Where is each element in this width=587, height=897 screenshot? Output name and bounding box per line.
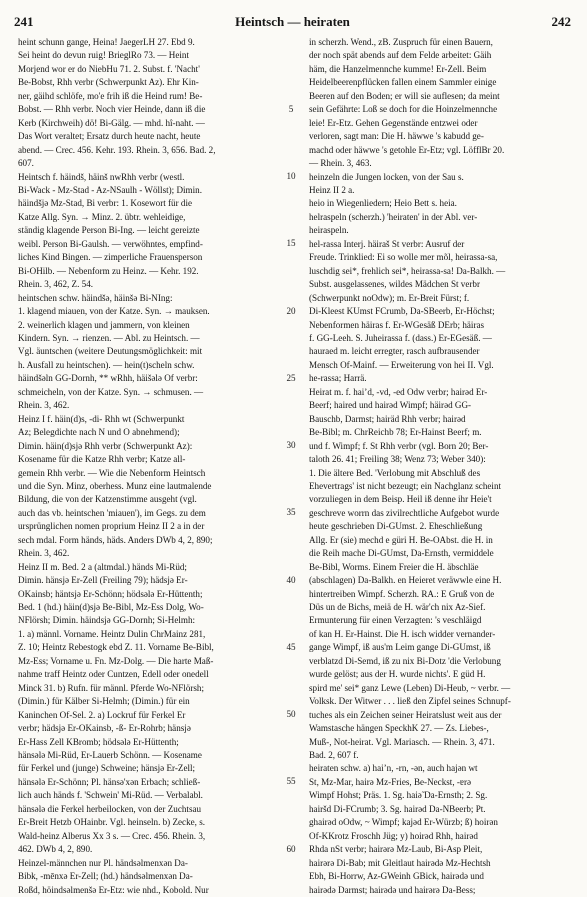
- text-line: Freude. Trinklied: Ei so wolle mer mõl, heirassa-sa,: [309, 252, 498, 263]
- text-line: häindšəln GG-Dornh, ** wRhh, häišələ Of verbr:: [18, 373, 198, 384]
- text-line: schmeicheln, von der Katze. Syn. → schmusen. —: [18, 386, 204, 397]
- text-line: Heirat m. f. haiʼd, -vd, -ed Odw verbr; hairəd Er-: [309, 386, 488, 397]
- text-line: in scherzh. Wend., zB. Zuspruch für einen Bauern,: [309, 37, 493, 47]
- text-line: hänsələ Mi-Rüd, Er-Lauerb Schönn. — Kosename: [18, 750, 202, 761]
- text-line: heiraspeln.: [309, 225, 349, 236]
- text-line: Rhein. 3, 462, Z. 54.: [18, 279, 94, 290]
- text-line: helraspeln (scherzh.) 'heiraten' in der Abl. ver-: [309, 211, 478, 222]
- text-line: Ermunterung für einen Verzagten: 's veschläigd: [309, 615, 482, 626]
- left-column: [18, 36, 276, 895]
- text-line: vorzuliegen in dem Beisp. Heil iß denne ihr Heie't: [309, 494, 492, 505]
- line-number: 10: [286, 171, 296, 182]
- text-line: Bauschb, Darmst; hairäd Rhh verbr; hairəd: [309, 413, 466, 424]
- text-line: 607.: [18, 158, 34, 169]
- text-line: für Ferkel und (junge) Schweine; hänsjə Er-Zell;: [18, 763, 196, 774]
- page-number-right: 242: [551, 14, 571, 29]
- text-line: Düs un de Bichs, meiä de H. wär'ch nix Az-Sief.: [309, 602, 486, 613]
- text-line: Beeren auf den Boden; er will sie auflesen; da meint: [309, 90, 500, 101]
- text-line: Be-Bibl; m. ChrReichb 78; Er-Hainst Beerf; m.: [309, 427, 482, 438]
- text-line: h. Ausfall zu heintschen). — hein(t)scheln schw.: [18, 359, 195, 370]
- text-line: ursprünglichen nomen proprium Heinz II 2 a in der: [18, 521, 205, 532]
- text-line: of kan H. Er-Hainst. Die H. isch widder vernander-: [309, 628, 496, 639]
- text-line: heiraten schw. a) haiʼn, -rn, -ən, auch hajən wt: [309, 763, 478, 774]
- line-number: 35: [286, 507, 296, 518]
- text-line: heintschen schw. häindšə, häinšə Bi-NIng:: [18, 292, 173, 303]
- text-line: Katze Allg. Syn. → Minz. 2. übtr. wehleidige,: [18, 211, 186, 222]
- text-line: Di-Kleest KUmst FCrumb, Da-SBeerb, Er-Höchst;: [309, 306, 495, 317]
- text-line: Volksk. Der Witwer . . . ließ den Zipfel seines Schnupf-: [309, 696, 511, 707]
- text-line: Rhda nSt verbr; hairərə Mz-Laub, Bi-Asp Pleit,: [309, 844, 483, 855]
- text-line: ner, gäihd schlöfe, mo'e frih iß die Heind rum! Be-: [18, 90, 203, 101]
- text-line: hel-rassa Interj. häiraš St verbr: Ausruf der: [309, 238, 465, 249]
- text-line: Kosename für die Katze Rhh verbr; Katze all-: [18, 454, 186, 465]
- text-line: verloren, sagt man: Die H. häwwe 's kabudd ge-: [309, 131, 484, 142]
- text-line: Ebh, Bi-Horrw, Az-GWeinh GBick, hairədə und: [309, 871, 484, 882]
- text-line: f. GG-Leeh. S. Juheirassa f. (dass.) Er-EGesäß. —: [309, 332, 492, 343]
- text-line: Rhein. 3, 462.: [18, 548, 70, 559]
- text-line: und die Syn. Minz, oberhess. Munz eine lautmalende: [18, 480, 212, 491]
- text-line: Bobst. — Rhh verbr. Noch vier Heinde, dann iß die: [18, 104, 206, 115]
- text-line: Rhein. 3, 462.: [18, 400, 70, 411]
- text-line: auch das vb. heintschen 'miauen'), im Gegs. zu dem: [18, 507, 206, 518]
- text-line: Minck 31. b) Rufn. für männl. Pferde Wo-NFlörsh;: [18, 682, 205, 693]
- text-line: Heinz II 2 a.: [309, 184, 355, 195]
- text-line: nahme traff Heintz oder Cuntzen, Edell oder onedell: [18, 669, 209, 680]
- text-line: Mensch Of-Mainf. — Erweiterung von hei II. Vgl.: [309, 359, 494, 370]
- text-line: Nebenformen häiras f. Er-WGesäß DErb; häiras: [309, 319, 485, 330]
- text-line: NFlörsh; Dimin. häindsjə GG-Dornh; Si-Helmh:: [18, 615, 196, 626]
- text-line: Be-Bibl, Worms. Einem Freier die H. äbschläe: [309, 561, 479, 572]
- text-line: Beerf; haired und hairəd Wimpf; häirəd GG-: [309, 400, 472, 411]
- text-line: verbr; hädsjə Er-OKainsb, -ß- Er-Rohrb; hänsjə: [18, 723, 191, 734]
- text-line: Z. 10; Heintz Rebestogk ebd Z. 11. Vorname Be-Bibl,: [18, 642, 214, 653]
- text-line: Bibk, -mēnxə Er-Zell; (hd.) händsəlmenxən Da-: [18, 871, 193, 882]
- text-line: sein Gefährte: Loß se doch for die Hoinzelmennche: [309, 104, 498, 115]
- text-line: hintertreiben Wimpf. Scherzh. RA.: E Gruß von de: [309, 588, 495, 599]
- line-number: 30: [286, 440, 296, 451]
- text-line: verblatzd Di-Semd, iß zu nix Bi-Dotz 'die Verlobung: [309, 655, 501, 666]
- text-line: leie! Er-Etz. Gehen Gegenstände entzwei oder: [309, 117, 478, 128]
- text-line: Wimpf Hohst; Präs. 1. Sg. haiə̃ Da-Ernsth; 2. Sg.: [309, 790, 488, 801]
- text-line: Az; Belegdichte nach N und O abnehmend);: [18, 427, 180, 438]
- running-header: [14, 14, 571, 32]
- text-line: Dimin. hänsjə Er-Zell (Freiling 79); hädsjə Er-: [18, 575, 188, 586]
- line-number: 60: [286, 843, 296, 854]
- text-line: 462. DWb 4, 2, 890.: [18, 844, 93, 855]
- text-line: gemein Rhh verbr. — Wie die Nebenform Heintsch: [18, 467, 206, 478]
- line-number: 40: [286, 574, 296, 585]
- text-line: Of-KKrotz Froschh Jüg; y) hoirəd Rhh, hairəd: [309, 830, 478, 841]
- text-line: Heinz I f. häin(d)s, -di- Rhh wt (Schwerpunkt: [18, 413, 185, 424]
- text-line: wurde gelöst; aus der H. wurde nichts'. E güd H.: [309, 669, 486, 680]
- text-line: (Dimin.) für Kälber Si-Helmh; (Dimin.) für ein: [18, 696, 190, 707]
- text-line: Heinz II m. Bed. 2 a (altmdal.) händs Mi-Rüd;: [18, 561, 187, 572]
- text-line: häindšjə Mz-Stad, Bi verbr: 1. Kosewort für die: [18, 198, 193, 209]
- text-line: Vgl. äuntschen (weitere Deutungsmöglichkeit: mit: [18, 346, 203, 357]
- text-line: 1. klagend miauen, von der Katze. Syn. → mauksen.: [18, 306, 210, 317]
- right-column: [309, 36, 567, 895]
- text-line: lich auch händs f. 'Schwein' Mi-Rüd. — Verbalabl.: [18, 790, 203, 801]
- text-line: he-rassa; Harrä.: [309, 373, 367, 384]
- line-number: 25: [286, 372, 296, 383]
- text-line: heio in Wiegenliedern; Heio Bett s. heia.: [309, 198, 457, 209]
- text-line: der noch spät abends auf dem Felde arbeitet: Gäih: [309, 50, 492, 61]
- text-line: hänsələ die Ferkel herbeilocken, von der Zuchtsau: [18, 803, 202, 814]
- text-line: heinzeln die Jungen locken, von der Sau s.: [309, 171, 464, 182]
- text-line: hairərə Di-Bab; mit Gleitlaut hairədə Mz-Hechtsh: [309, 857, 491, 868]
- text-line: luschdig sei*, frehlich sei*, heirassa-sa! Da-Balkh. —: [309, 265, 506, 276]
- line-number: 15: [286, 238, 296, 249]
- line-number: 20: [286, 305, 296, 316]
- text-line: (abschlagen) Da-Balkh. en Heieret veräwwle eine H.: [309, 575, 502, 586]
- text-line: — Rhein. 3, 463.: [309, 158, 372, 169]
- text-line: Kaninchen Of-Sel. 2. a) Lockruf für Ferkel Er: [18, 709, 186, 720]
- text-line: gange Wimpf, iß aus'm Leim gange Di-GUmst, iß: [309, 642, 491, 653]
- text-line: Subst. ausgelassenes, wildes Mädchen St verbr: [309, 279, 480, 290]
- text-line: 1. Die ältere Bed. 'Verlobung mit Abschluß des: [309, 467, 481, 478]
- text-line: heint schunn gange, Heina! JaegerLH 27. Ebd 9.: [18, 37, 195, 47]
- text-line: häm, die Hanzelmennche kumme! Er-Zell. Beim: [309, 63, 487, 74]
- text-line: abend. — Crec. 456. Kehr. 193. Rhein. 3, 656. Bad. 2,: [18, 144, 216, 155]
- text-line: ghairəd oOdw, ~ Wimpf; kajəd Er-Würzb; ß) hoirən: [309, 817, 498, 828]
- text-line: OKainsb; häntsjə Er-Schönn; hödsələ Er-Hüttenth;: [18, 588, 203, 599]
- text-line: 2. weinerlich klagen und jammern, von kleinen: [18, 319, 190, 330]
- text-line: Bi-OHilb. — Nebenform zu Heinz. — Kehr. 192.: [18, 265, 199, 276]
- line-number: 5: [288, 103, 294, 114]
- text-line: und f. Wimpf; f. St Rhh verbr (vgl. Born 20; Ber-: [309, 440, 489, 451]
- text-line: hairədə Darmst; hairədə und hairərə Da-Bess;: [309, 884, 476, 895]
- text-line: Ehevertrags' ist nicht bezeugt; ein Nachglanz scheint: [309, 480, 502, 491]
- text-line: 1. a) männl. Vorname. Heintz Dulin ChrMainz 281,: [18, 628, 206, 639]
- text-line: machd oder häwwe 's getohle Er-Etz; vgl. LöfflBr 20.: [309, 144, 505, 155]
- line-number: 55: [286, 776, 296, 787]
- text-line: Be-Bobst, Rhh verbr (Schwerpunkt Az). Ehr Kin-: [18, 77, 199, 88]
- text-line: Heidelbeerenpflücken fallen einem Sammler einige: [309, 77, 497, 88]
- text-line: Muß-, Not-heirat. Vgl. Mariasch. — Rhein. 3, 471.: [309, 736, 495, 747]
- text-line: Heinzel-männchen nur Pl. händsəlmenxən Da-: [18, 857, 188, 868]
- text-line: geschreve worrn das zivilrechtliche Aufgebot wurde: [309, 507, 500, 518]
- text-line: die Reih mache Di-GUmst, Da-Ernsth, vermiddele: [309, 548, 494, 559]
- text-line: sech mdal. Form händs, häds. Anders DWb 4, 2, 890;: [18, 534, 213, 545]
- text-line: taloth 26. 41; Freiling 38; Wenz 73; Weber 340):: [309, 454, 486, 465]
- text-line: Er-Breit Hetzb OHainbr. Vgl. heinseln. b) Zecke, s.: [18, 817, 206, 828]
- text-line: liches Kind Bingen. — zimperliche Frauensperson: [18, 252, 203, 263]
- text-line: Bi-Wack - Mz-Stad - Az-NSaulh - Wöllst); Dimin.: [18, 184, 202, 195]
- text-line: heute geschrieben Di-GUmst. 2. Eheschließung: [309, 521, 483, 532]
- text-line: Dimin. häin(d)sjə Rhh verbr (Schwerpunkt Az):: [18, 440, 193, 451]
- line-number: 45: [286, 641, 296, 652]
- text-line: Bad. 2, 607 f.: [309, 750, 359, 761]
- text-line: hauraed m. leicht erregter, rasch aufbrausender: [309, 346, 480, 357]
- text-line: Bed. 1 (hd.) häin(d)sjə Be-Bibl, Mz-Ess Dolg, Wo-: [18, 602, 204, 613]
- text-line: Allg. Er (sie) mechd e güri H. Be-OAbst. die H. in: [309, 534, 493, 545]
- text-line: Das Wort veraltet; Ersatz durch heute nacht, heute: [18, 131, 201, 142]
- text-line: Morjend wor er do NiebHu 71. 2. Subst. f. 'Nacht': [18, 63, 200, 74]
- text-line: Sei heint do devun ruig! BrieglRo 73. — Heint: [18, 50, 189, 61]
- text-line: Kindern. Syn. → rienzen. — Abl. zu Heintsch. —: [18, 332, 200, 343]
- text-line: tuches als ein Zeichen seiner Heiratslust weit aus der: [309, 709, 502, 720]
- page-number-left: 241: [14, 14, 34, 29]
- text-line: hairšd Di-FCrumb; 3. Sg. hairəd Da-NBeerb; Pt.: [309, 803, 486, 814]
- text-line: spird me' sei* ganz Lewe (Leben) Di-Heub, ~ verbr. —: [309, 682, 511, 693]
- line-number: 50: [286, 709, 296, 720]
- text-line: Kerb (Kirchweih) dö! Bi-Gälg. — mhd. hî-naht. —: [18, 117, 205, 128]
- text-line: weibl. Person Bi-Gaulsh. — verwöhntes, empfind-: [18, 238, 203, 249]
- text-line: Wamstasche hängen SpeckhK 27. — Zs. Liebes-,: [309, 723, 489, 734]
- text-line: Er-Hass Zell KBromb; hödsələ Er-Hüttenth;: [18, 736, 179, 747]
- text-line: St, Mz-Mar, hairə Mz-Fries, Be-Neckst, -ɐrə: [309, 776, 472, 787]
- text-line: ständig klagende Person Bi-Ing. — leicht gereizte: [18, 225, 200, 236]
- text-line: (Schwerpunkt noOdw); m. Er-Breit Fürst; f.: [309, 292, 470, 303]
- text-line: Bildung, die von der Katzenstimme ausgeht (vgl.: [18, 494, 197, 505]
- text-line: hänsələ Er-Schönn; Pl. hänsə'xən Erbach; schließ-: [18, 776, 201, 787]
- page-title: Heintsch — heiraten: [235, 14, 350, 29]
- text-line: Mz-Ess; Vorname u. Fn. Mz-Dolg. — Die harte Maß-: [18, 655, 214, 666]
- text-line: Wald-heinz Alberus Xx 3 s. — Crec. 456. Rhein. 3,: [18, 830, 206, 841]
- text-line: Heintsch f. häindš, häinš nwRhh verbr (westl.: [18, 171, 185, 182]
- text-line: Roßd, höindsəlmenšə Er-Etz: wie nhd., Kobold. Nur: [18, 884, 209, 895]
